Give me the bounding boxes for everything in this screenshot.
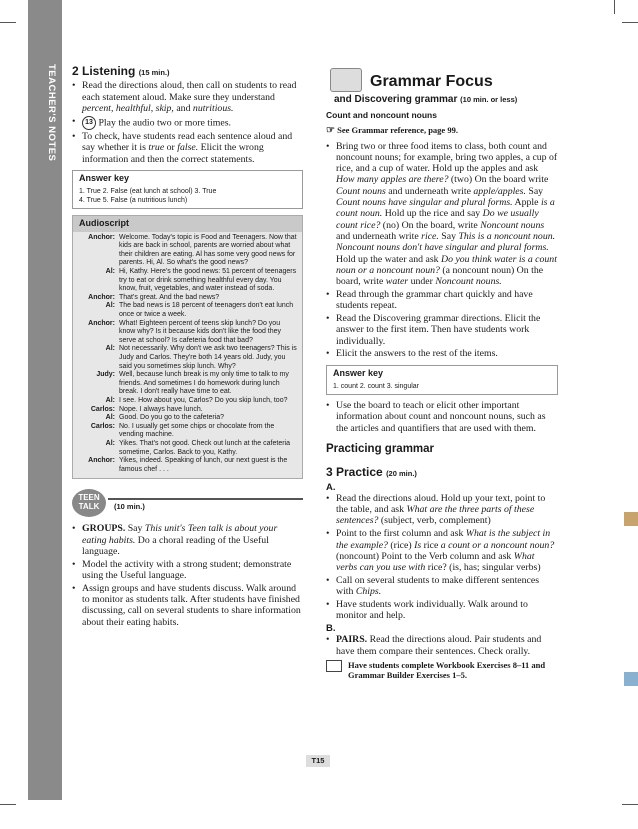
teen-talk-badge: TEEN TALK [72,489,106,517]
speaker: Anchor: [88,233,115,241]
grammar-focus-icon [330,68,362,92]
speaker: Al: [105,345,115,353]
script-line [77,268,298,294]
grammar-focus-title: Grammar Focus [370,73,493,90]
practice-a-steps [326,493,558,622]
teen-talk-steps [72,523,303,628]
script-line [77,406,298,415]
answer-key-title: Answer key [79,173,130,184]
script-line [77,457,298,474]
part-b-label: B. [326,623,336,635]
utterance: Yikes, indeed. Speaking of lunch, our next guest is the famous chef . . . [119,457,288,473]
speaker: Al: [105,414,115,422]
list-item: • Have students work individually. Walk around to monitor and help. [326,599,558,622]
grammar-steps-extra [326,400,558,434]
speaker: Carlos: [90,405,115,413]
script-line [77,294,298,303]
speaker: Anchor: [88,319,115,327]
list-item: • GROUPS. Say This unit's Teen talk is about your eating habits. Do a choral reading of the Useful language. [72,523,303,557]
listening-heading: 2 Listening (15 min.) [72,64,170,78]
listening-steps [72,80,303,165]
utterance: That's great. And the bad news? [119,293,220,301]
grammar-reference: ☞ See Grammar reference, page 99. [326,125,458,137]
list-item: • 13 Play the audio two or more times. [72,116,303,130]
list-item: • Call on several students to make different sentences with Chips. [326,575,558,598]
utterance: The bad news is 18 percent of teenagers don't eat lunch once or twice a week. [119,302,294,319]
script-line [77,440,298,457]
book-icon [326,660,342,672]
utterance: Welcome. Today's topic is Food and Teenagers. Now that kids are back in school, parents are worried about what their children are eating. Al has some very good news for parents. Hi, Al. So what's the good news? [119,233,297,267]
speaker: Al: [105,302,115,310]
list-item: • Assign groups and have students discuss. Walk around to monitor as students talk. After students have finished discussing, call on several students to share information about their eating habits. [72,583,303,628]
grammar-focus-header [326,66,558,104]
audioscript-lines [73,232,302,479]
page-edge-mark [624,672,638,686]
answer-key-box [72,170,303,209]
crop-mark [622,22,638,23]
page-number: T15 [306,755,330,767]
teachers-notes-label: TEACHER'S NOTES [46,64,57,162]
speaker: Anchor: [88,457,115,465]
crop-mark [622,804,638,805]
divider [108,498,303,500]
teen-talk-mins: (10 min.) [114,502,145,512]
speaker: Al: [105,268,115,276]
utterance: Nope. I always have lunch. [119,405,203,413]
script-line [77,302,298,319]
audio-disc-icon: 13 [82,116,96,130]
list-item: • Read through the grammar chart quickly and have students repeat. [326,289,558,312]
answer-key-box [326,365,558,395]
list-item: • Read the directions aloud, then call on students to read each statement aloud. Make sure they understand percent, healthful, skip, and nutritious. [72,80,303,114]
list-item: • Read the Discovering grammar directions. Elicit the answer to the first item. Then have students work individually. [326,313,558,347]
utterance: What! Eighteen percent of teens skip lunch? Do you know why? Is it because kids don't like the food they serve at school? Is cafeteria food that bad? [119,319,282,344]
list-item: • PAIRS. Read the directions aloud. Pair students and have them compare their sentences. Check orally. [326,634,558,657]
practice-heading: 3 Practice (20 min.) [326,465,417,480]
pointing-hand-icon: ☞ [326,125,335,137]
left-column [72,66,303,629]
list-item: • Use the board to teach or elicit other important information about count and noncount nouns, such as the articles and quantifiers that are used with them. [326,400,558,434]
utterance: Good. Do you go to the cafeteria? [119,414,225,422]
list-item: • Model the activity with a strong student; demonstrate using the Useful language. [72,559,303,582]
speaker: Anchor: [88,293,115,301]
script-line [77,397,298,406]
speaker: Al: [105,439,115,447]
speaker: Carlos: [90,422,115,430]
speaker: Judy: [96,371,115,379]
utterance: Well, because lunch break is my only time to talk to my friends. And sometimes I do homework during lunch break. I don't really have time to eat. [119,371,289,396]
script-line [77,345,298,371]
crop-mark [614,0,615,14]
crop-mark [0,804,16,805]
page-edge-mark [624,512,638,526]
audioscript-title: Audioscript [73,216,302,231]
script-line [77,414,298,423]
answer-key-body: 1. count 2. count 3. singular [333,383,419,391]
answer-key-body: 1. True 2. False (eat lunch at school) 3. True 4. True 5. False (a nutritious lunch) [79,188,217,205]
utterance: I see. How about you, Carlos? Do you skip lunch, too? [119,396,288,404]
speaker: Al: [105,396,115,404]
utterance: Yikes. That's not good. Check out lunch at the cafeteria sometime, Carlos. Back to you, Kathy. [119,439,290,456]
answer-key-title: Answer key [333,367,384,378]
utterance: Hi, Kathy. Here's the good news: 51 percent of teenagers try to eat or drink something healthful every day. You know, fruit, vegetables, and water instead of soda. [119,268,297,293]
script-line [77,371,298,397]
utterance: Not necessarily. Why don't we ask two teenagers? This is Judy and Carlos. They're both 14 years old. Judy, you said you sometimes skip lunch. Why? [119,345,297,370]
audioscript-box [72,215,303,479]
list-item: • Point to the first column and ask What is the subject in the example? (rice) Is rice a count or a noncount noun? (noncount) Point to the Verb column and ask What verbs can you use with rice? (is, has; singular verbs) [326,528,558,573]
list-item: • Read the directions aloud. Hold up your text, point to the table, and ask What are the three parts of these sentences? (subject, verb, complement) [326,493,558,527]
script-line [77,234,298,268]
count-noncount-title: Count and noncount nouns [326,110,437,120]
teen-talk-header [72,489,303,517]
practicing-grammar-title: Practicing grammar [326,442,435,455]
discovering-grammar-title: and Discovering grammar (10 min. or less) [334,94,518,105]
workbook-note: Have students complete Workbook Exercises 8–11 and Grammar Builder Exercises 1–5. [326,660,558,680]
practice-b-steps [326,634,558,657]
crop-mark [0,22,16,23]
list-item: • Bring two or three food items to class, both count and noncount nouns; for example, bring two apples, a cup of rice, and a cup of water. Hold up the apples and ask How many apples are there? (two) On the board write Count nouns and underneath write apple/apples. Say Count nouns have singular and plural forms. Apple is a count noun. Hold up the rice and say Do we usually count rice? (no) On the board, write Noncount nouns and underneath write rice. Say This is a noncount noun. Noncount nouns don't have singular and plural forms. Hold up the water and ask Do you think water is a count noun or a noncount noun? (a noncount noun) On the board, write water under Noncount nouns. [326,141,558,288]
part-a-label: A. [326,481,336,493]
list-item: • To check, have students read each sentence aloud and say whether it is true or false. Elicit the wrong information and then the correct statements. [72,131,303,165]
right-column [326,66,558,680]
script-line [77,320,298,346]
utterance: No. I usually get some chips or chocolate from the vending machine. [119,422,275,439]
list-item: • Elicit the answers to the rest of the items. [326,348,558,359]
script-line [77,423,298,440]
grammar-steps [326,141,558,360]
